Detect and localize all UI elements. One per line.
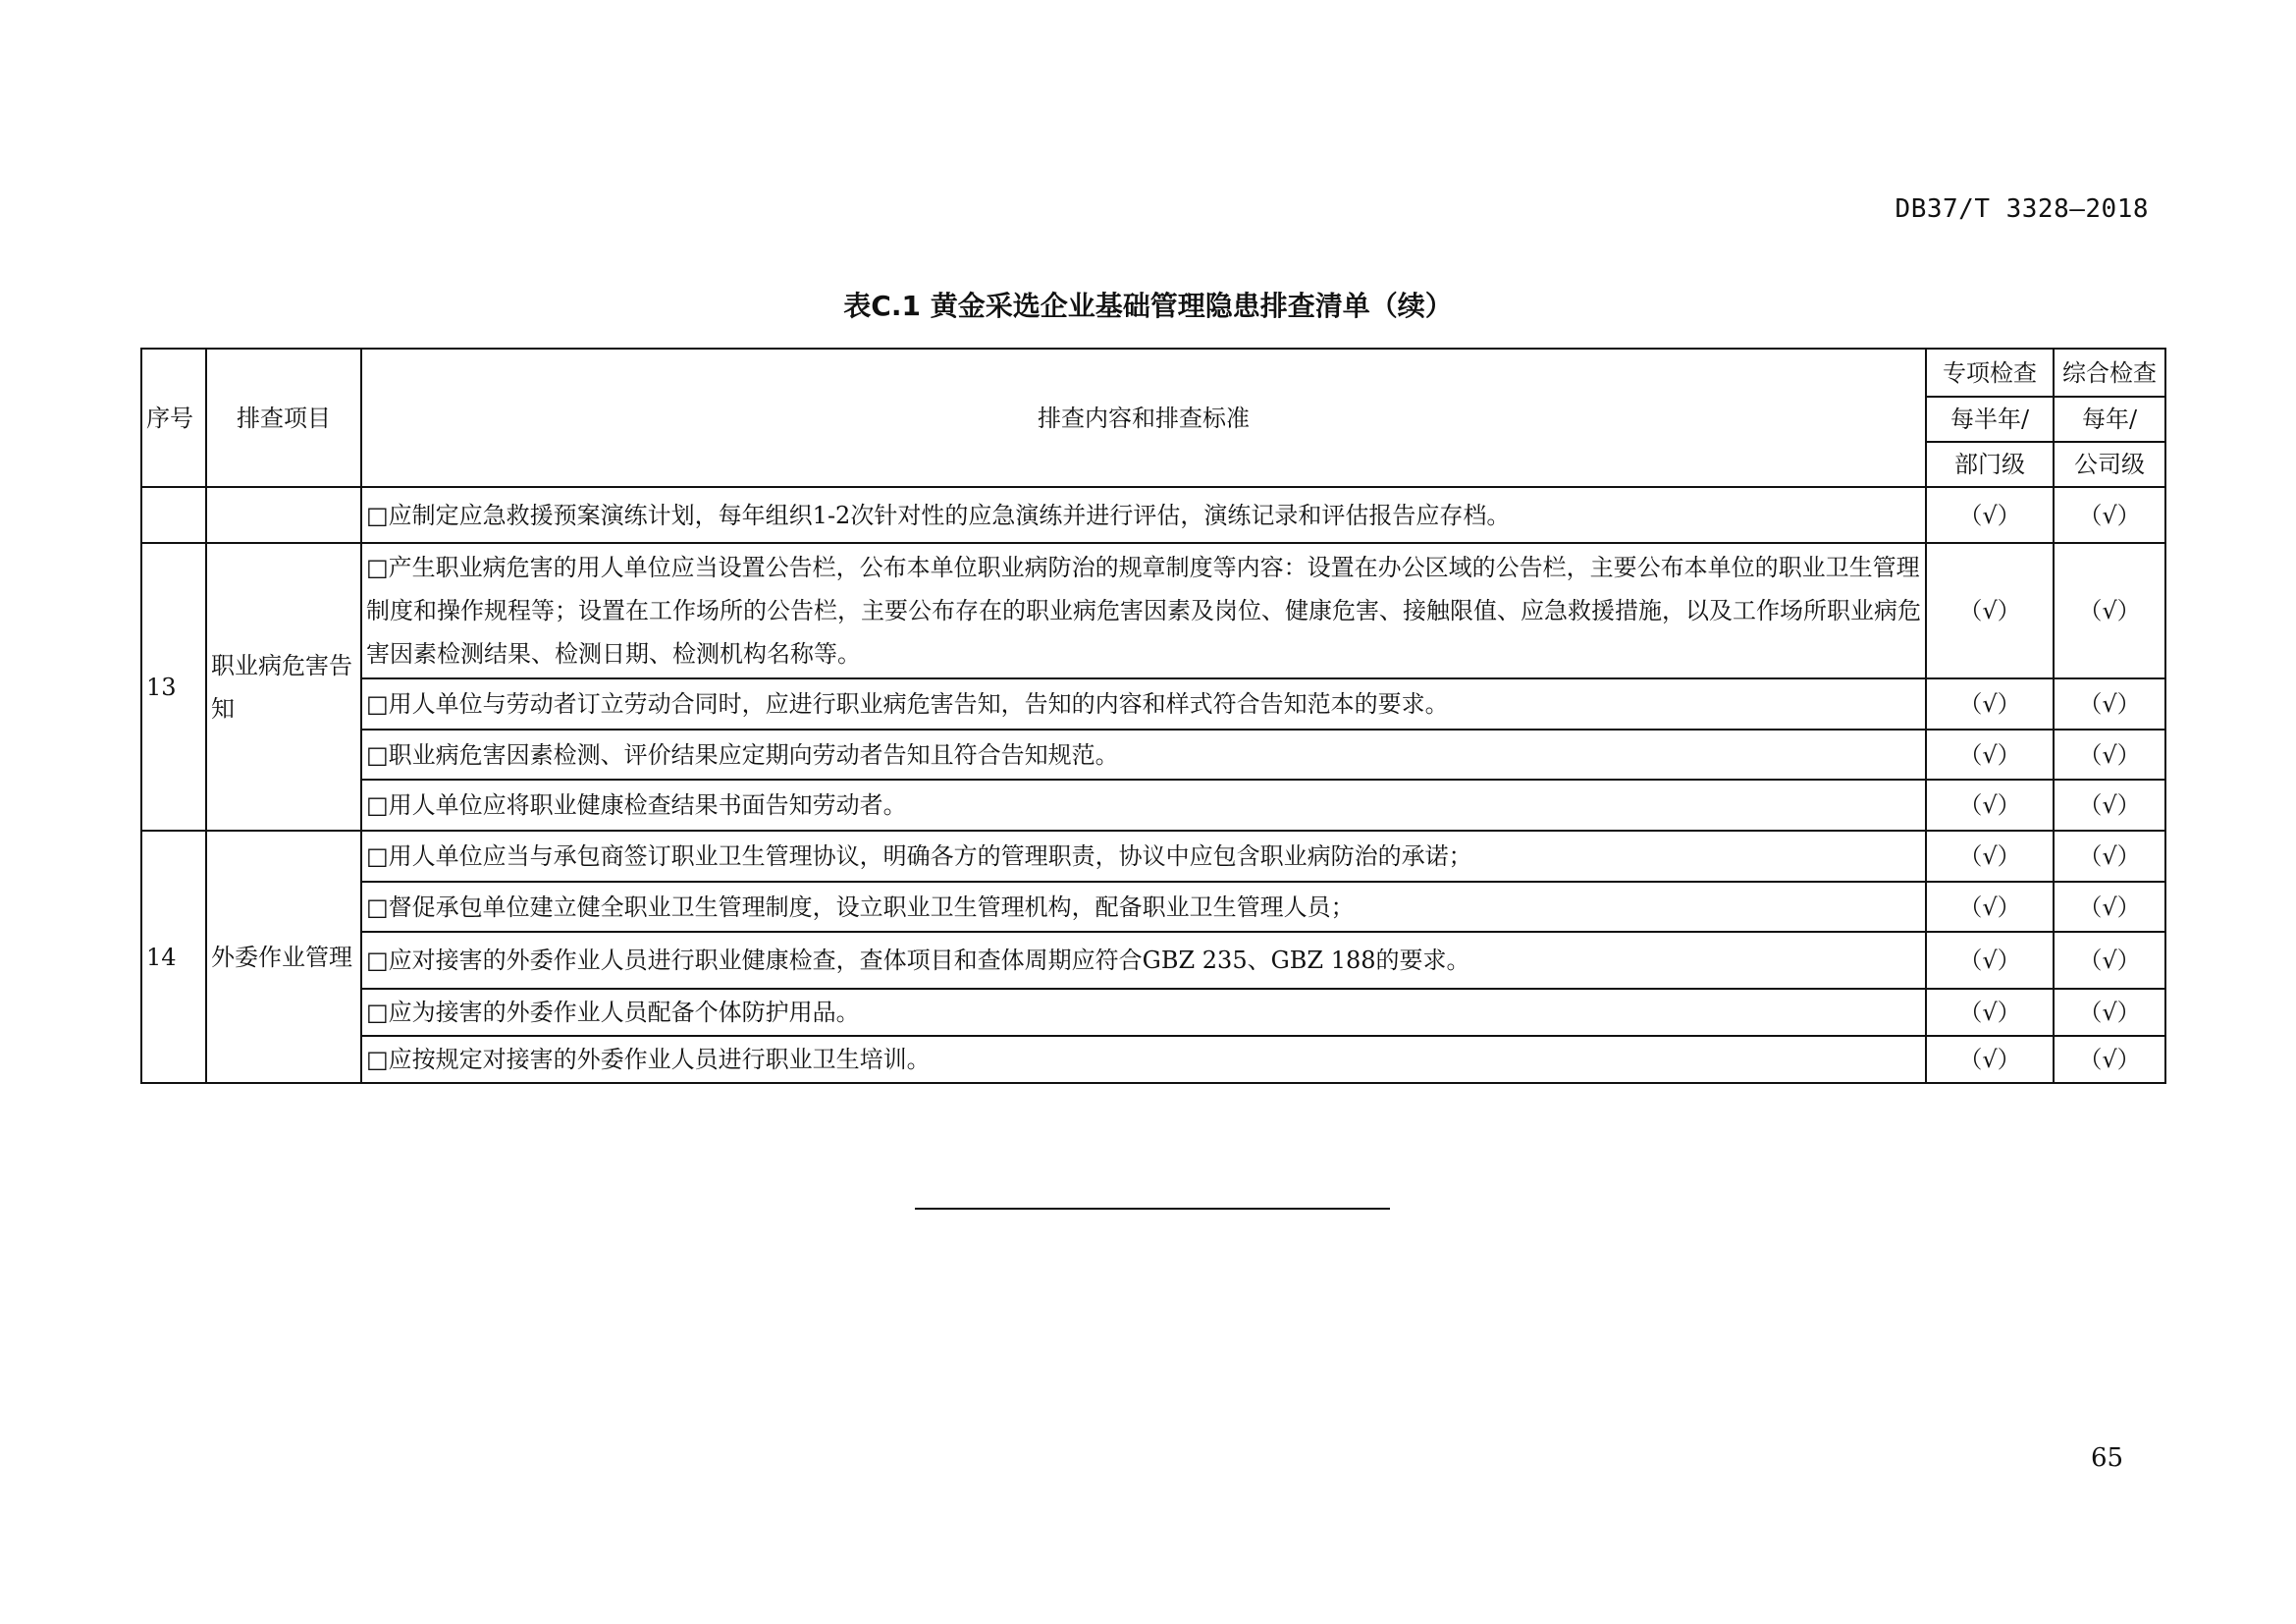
- comprehensive-check-mark: （√）: [2054, 831, 2165, 882]
- check-content: □应为接害的外委作业人员配备个体防护用品。: [361, 989, 1926, 1036]
- table-row: [141, 932, 2165, 989]
- check-content: □职业病危害因素检测、评价结果应定期向劳动者告知且符合告知规范。: [361, 730, 1926, 780]
- seq-number: 13: [141, 543, 206, 831]
- table-row: [141, 487, 2165, 543]
- special-check-mark: （√）: [1926, 989, 2054, 1036]
- comprehensive-check-mark: （√）: [2054, 882, 2165, 932]
- table-row: [141, 730, 2165, 780]
- header-comprehensive-check: 综合检查: [2054, 349, 2165, 397]
- check-content: □应按规定对接害的外委作业人员进行职业卫生培训。: [361, 1036, 1926, 1083]
- check-item: 外委作业管理: [206, 831, 361, 1083]
- special-check-mark: （√）: [1926, 780, 2054, 831]
- header-seq: 序号: [141, 349, 206, 487]
- header-special-frequency: 每半年/: [1926, 397, 2054, 442]
- special-check-mark: （√）: [1926, 678, 2054, 730]
- seq-number: 14: [141, 831, 206, 1083]
- special-check-mark: （√）: [1926, 1036, 2054, 1083]
- table-row: [141, 831, 2165, 882]
- header-comprehensive-frequency: 每年/: [2054, 397, 2165, 442]
- special-check-mark: （√）: [1926, 543, 2054, 678]
- special-check-mark: （√）: [1926, 831, 2054, 882]
- comprehensive-check-mark: （√）: [2054, 487, 2165, 543]
- comprehensive-check-mark: （√）: [2054, 780, 2165, 831]
- comprehensive-check-mark: （√）: [2054, 932, 2165, 989]
- special-check-mark: （√）: [1926, 487, 2054, 543]
- page-number: 65: [2091, 1443, 2124, 1473]
- continued-seq-cell: [141, 487, 206, 543]
- comprehensive-check-mark: （√）: [2054, 1036, 2165, 1083]
- end-of-document-line: [915, 1208, 1390, 1210]
- table-header-row: [141, 349, 2165, 397]
- check-content: □用人单位应将职业健康检查结果书面告知劳动者。: [361, 780, 1926, 831]
- table-row: [141, 882, 2165, 932]
- header-special-level: 部门级: [1926, 442, 2054, 487]
- table-row: [141, 543, 2165, 678]
- check-content: □应对接害的外委作业人员进行职业健康检查，查体项目和查体周期应符合GBZ 235、GBZ 188的要求。: [361, 932, 1926, 989]
- check-item: 职业病危害告知: [206, 543, 361, 831]
- special-check-mark: （√）: [1926, 882, 2054, 932]
- check-content: □用人单位与劳动者订立劳动合同时，应进行职业病危害告知，告知的内容和样式符合告知范本的要求。: [361, 678, 1926, 730]
- comprehensive-check-mark: （√）: [2054, 678, 2165, 730]
- special-check-mark: （√）: [1926, 932, 2054, 989]
- header-comprehensive-level: 公司级: [2054, 442, 2165, 487]
- check-content: □产生职业病危害的用人单位应当设置公告栏，公布本单位职业病防治的规章制度等内容：设置在办公区域的公告栏，主要公布本单位的职业卫生管理制度和操作规程等；设置在工作场所的公告栏，主要公布存在的职业病危害因素及岗位、健康危害、接触限值、应急救援措施，以及工作场所职业病危害因素检测结果、检测日期、检测机构名称等。: [361, 543, 1926, 678]
- table-row: [141, 780, 2165, 831]
- header-special-check: 专项检查: [1926, 349, 2054, 397]
- table-row: [141, 1036, 2165, 1083]
- document-code: DB37/T 3328—2018: [1895, 194, 2149, 224]
- header-item: 排查项目: [206, 349, 361, 487]
- header-content: 排查内容和排查标准: [361, 349, 1926, 487]
- table-title: 表C.1 黄金采选企业基础管理隐患排查清单（续）: [843, 290, 1453, 322]
- special-check-mark: （√）: [1926, 730, 2054, 780]
- continued-item-cell: [206, 487, 361, 543]
- comprehensive-check-mark: （√）: [2054, 730, 2165, 780]
- table-row: [141, 678, 2165, 730]
- comprehensive-check-mark: （√）: [2054, 989, 2165, 1036]
- check-content: □督促承包单位建立健全职业卫生管理制度，设立职业卫生管理机构，配备职业卫生管理人员；: [361, 882, 1926, 932]
- table-row: [141, 989, 2165, 1036]
- hazard-checklist-table: [140, 348, 2166, 1084]
- comprehensive-check-mark: （√）: [2054, 543, 2165, 678]
- check-content: □用人单位应当与承包商签订职业卫生管理协议，明确各方的管理职责，协议中应包含职业病防治的承诺；: [361, 831, 1926, 882]
- check-content: □应制定应急救援预案演练计划，每年组织1-2次针对性的应急演练并进行评估，演练记录和评估报告应存档。: [361, 487, 1926, 543]
